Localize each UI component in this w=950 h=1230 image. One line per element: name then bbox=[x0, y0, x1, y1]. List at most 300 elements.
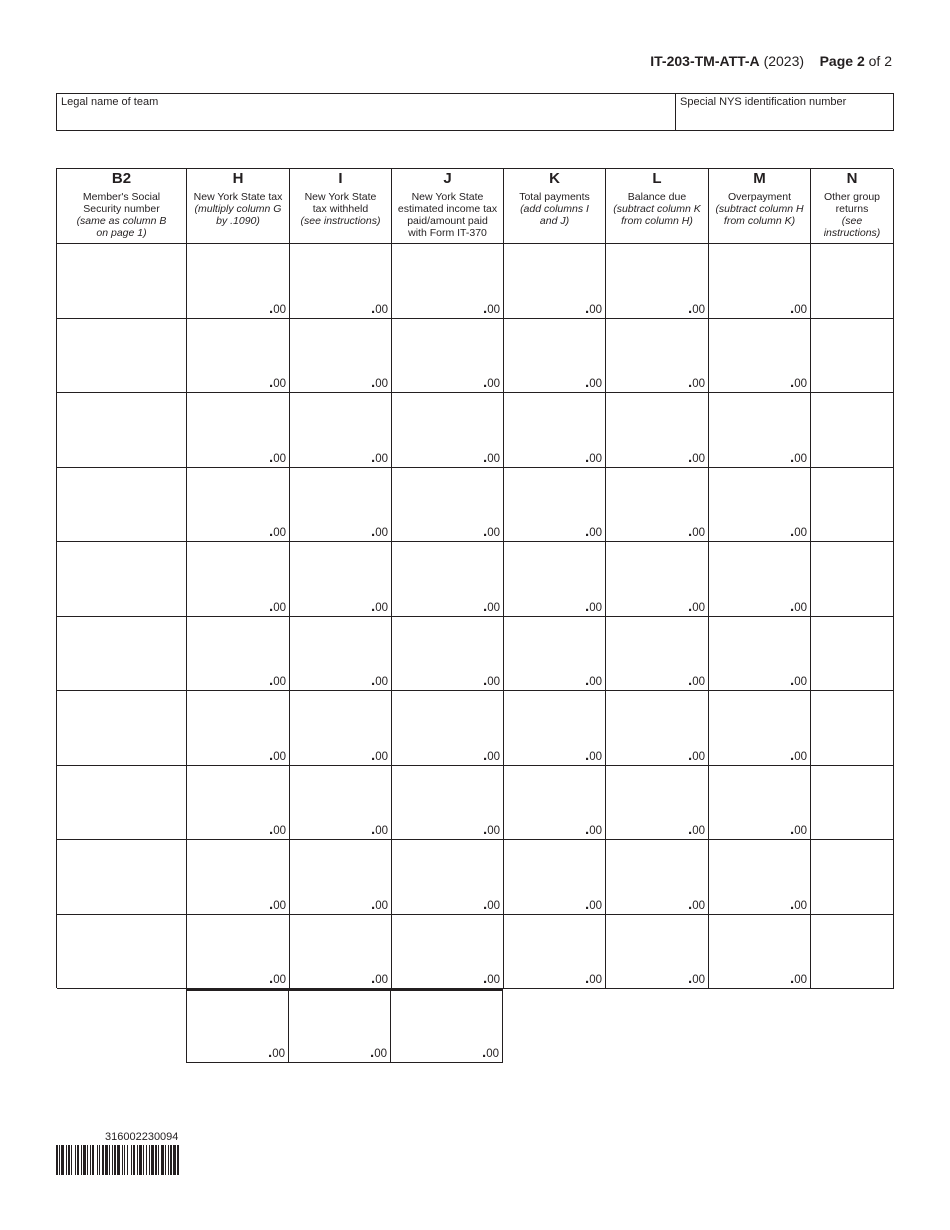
entry-cell-l[interactable] bbox=[606, 840, 709, 915]
entry-cell-h[interactable] bbox=[187, 468, 290, 543]
column-header-b2 bbox=[57, 169, 187, 244]
entry-cell-l[interactable] bbox=[606, 691, 709, 766]
decimal-point: . bbox=[585, 597, 590, 615]
amount-cents bbox=[688, 523, 705, 540]
cents-label: 00 bbox=[273, 303, 286, 316]
amount-cents bbox=[790, 746, 807, 764]
entry-cell-i[interactable] bbox=[290, 393, 392, 468]
decimal-point: . bbox=[269, 895, 274, 913]
cents-label: 00 bbox=[692, 825, 705, 837]
barcode-bar bbox=[131, 1145, 132, 1175]
entry-cell-n[interactable] bbox=[811, 393, 894, 468]
decimal-point: . bbox=[371, 970, 376, 987]
column-header-j bbox=[392, 169, 504, 244]
decimal-point: . bbox=[688, 821, 693, 838]
barcode-bar bbox=[114, 1145, 116, 1175]
decimal-point: . bbox=[483, 374, 488, 391]
decimal-point: . bbox=[371, 299, 376, 317]
column-header-m bbox=[709, 169, 811, 244]
barcode-bar bbox=[97, 1145, 98, 1175]
entry-cell-l[interactable] bbox=[606, 766, 709, 841]
amount-cents bbox=[790, 597, 807, 615]
decimal-point: . bbox=[585, 895, 590, 913]
amount-cents bbox=[790, 523, 807, 540]
amount-cents bbox=[269, 523, 286, 540]
cents-label: 00 bbox=[487, 974, 500, 986]
amount-cents bbox=[370, 1044, 387, 1061]
description-line: Other group bbox=[823, 191, 881, 203]
decimal-point: . bbox=[585, 746, 590, 764]
column-header-l bbox=[606, 169, 709, 244]
amount-cents bbox=[688, 448, 705, 466]
decimal-point: . bbox=[688, 299, 693, 317]
amount-cents bbox=[585, 374, 602, 391]
entry-cell-h[interactable] bbox=[187, 542, 290, 617]
entry-cell-h[interactable] bbox=[187, 244, 290, 319]
column-description bbox=[709, 191, 810, 227]
amount-cents bbox=[688, 374, 705, 391]
cents-label: 00 bbox=[794, 527, 807, 539]
barcode-bar bbox=[83, 1145, 86, 1175]
decimal-point: . bbox=[790, 523, 795, 540]
entry-cell-l[interactable] bbox=[606, 617, 709, 692]
entry-cell-n[interactable] bbox=[811, 542, 894, 617]
amount-cents bbox=[585, 597, 602, 615]
member-table bbox=[56, 168, 893, 988]
amount-cents bbox=[585, 746, 602, 764]
decimal-point: . bbox=[269, 970, 274, 987]
cents-label: 00 bbox=[692, 974, 705, 986]
cents-label: 00 bbox=[794, 974, 807, 986]
cents-label: 00 bbox=[794, 825, 807, 837]
column-letter: H bbox=[232, 170, 244, 187]
amount-cents bbox=[585, 970, 602, 987]
amount-cents bbox=[483, 895, 500, 913]
amount-cents bbox=[483, 374, 500, 391]
cents-label: 00 bbox=[375, 378, 388, 390]
cents-label: 00 bbox=[273, 974, 286, 986]
barcode-bar bbox=[137, 1145, 138, 1175]
form-header bbox=[650, 53, 892, 69]
entry-cell-b2[interactable] bbox=[57, 766, 187, 841]
description-line: tax withheld bbox=[312, 203, 369, 215]
entry-cell-b2[interactable] bbox=[57, 617, 187, 692]
entry-cell-i[interactable] bbox=[290, 319, 392, 394]
column-description bbox=[187, 191, 289, 227]
description-line: Member's Social bbox=[82, 191, 161, 203]
entry-cell-l[interactable] bbox=[606, 468, 709, 543]
description-note: (multiply column G bbox=[194, 203, 282, 215]
barcode-bar bbox=[71, 1145, 72, 1175]
amount-cents bbox=[483, 970, 500, 987]
amount-cents bbox=[483, 299, 500, 317]
cents-label: 00 bbox=[375, 825, 388, 837]
entry-cell-n[interactable] bbox=[811, 840, 894, 915]
decimal-point: . bbox=[483, 523, 488, 540]
entry-cell-j[interactable] bbox=[392, 766, 504, 841]
amount-cents bbox=[268, 1044, 285, 1061]
decimal-point: . bbox=[688, 523, 693, 540]
column-description bbox=[606, 191, 708, 227]
amount-cents bbox=[790, 672, 807, 689]
cents-label: 00 bbox=[589, 750, 602, 763]
cents-label: 00 bbox=[374, 1048, 387, 1060]
entry-cell-j[interactable] bbox=[392, 319, 504, 394]
barcode-bar bbox=[102, 1145, 104, 1175]
entry-cell-j[interactable] bbox=[392, 393, 504, 468]
entry-cell-k[interactable] bbox=[504, 617, 606, 692]
barcode-bar bbox=[68, 1145, 70, 1175]
entry-cell-n[interactable] bbox=[811, 915, 894, 990]
decimal-point: . bbox=[482, 1044, 487, 1061]
amount-cents bbox=[790, 374, 807, 391]
cents-label: 00 bbox=[272, 1048, 285, 1060]
barcode-bar bbox=[92, 1145, 94, 1175]
barcode-bar bbox=[161, 1145, 164, 1175]
decimal-point: . bbox=[790, 672, 795, 689]
barcode-bar bbox=[109, 1145, 110, 1175]
special-id-field[interactable] bbox=[676, 94, 893, 130]
column-description bbox=[392, 191, 503, 239]
amount-cents bbox=[688, 672, 705, 689]
description-note: (subtract column K bbox=[613, 203, 701, 215]
amount-cents bbox=[371, 970, 388, 987]
cents-label: 00 bbox=[375, 974, 388, 986]
decimal-point: . bbox=[269, 746, 274, 764]
barcode-bar bbox=[112, 1145, 113, 1175]
cents-label: 00 bbox=[273, 378, 286, 390]
decimal-point: . bbox=[371, 746, 376, 764]
entry-cell-i[interactable] bbox=[290, 617, 392, 692]
entry-cell-m[interactable] bbox=[709, 393, 811, 468]
decimal-point: . bbox=[585, 448, 590, 466]
cents-label: 00 bbox=[692, 899, 705, 912]
entry-cell-h[interactable] bbox=[187, 691, 290, 766]
decimal-point: . bbox=[790, 970, 795, 987]
barcode-bar bbox=[105, 1145, 108, 1175]
decimal-point: . bbox=[790, 821, 795, 838]
cents-label: 00 bbox=[589, 899, 602, 912]
entry-cell-i[interactable] bbox=[290, 766, 392, 841]
amount-cents bbox=[688, 895, 705, 913]
description-line: Overpayment bbox=[727, 191, 792, 203]
entry-cell-k[interactable] bbox=[504, 840, 606, 915]
barcode-bar bbox=[81, 1145, 82, 1175]
entry-cell-n[interactable] bbox=[811, 766, 894, 841]
description-line: New York State bbox=[304, 191, 377, 203]
amount-cents bbox=[483, 746, 500, 764]
column-header-k bbox=[504, 169, 606, 244]
decimal-point: . bbox=[483, 746, 488, 764]
decimal-point: . bbox=[688, 746, 693, 764]
entry-cell-l[interactable] bbox=[606, 542, 709, 617]
decimal-point: . bbox=[585, 374, 590, 391]
cents-label: 00 bbox=[794, 303, 807, 316]
barcode-bar bbox=[149, 1145, 150, 1175]
amount-cents bbox=[269, 821, 286, 838]
cents-label: 00 bbox=[273, 750, 286, 763]
decimal-point: . bbox=[483, 299, 488, 317]
entry-cell-b2[interactable] bbox=[57, 468, 187, 543]
entry-cell-k[interactable] bbox=[504, 393, 606, 468]
entry-cell-i[interactable] bbox=[290, 468, 392, 543]
barcode-bar bbox=[165, 1145, 166, 1175]
decimal-point: . bbox=[688, 597, 693, 615]
amount-cents bbox=[371, 597, 388, 615]
entry-cell-m[interactable] bbox=[709, 542, 811, 617]
barcode-bar bbox=[75, 1145, 76, 1175]
barcode-bar bbox=[127, 1145, 128, 1175]
barcode-bar bbox=[77, 1145, 79, 1175]
amount-cents bbox=[371, 299, 388, 317]
entry-cell-k[interactable] bbox=[504, 691, 606, 766]
cents-label: 00 bbox=[487, 378, 500, 390]
entry-cell-j[interactable] bbox=[392, 617, 504, 692]
entry-cell-m[interactable] bbox=[709, 766, 811, 841]
amount-cents bbox=[585, 299, 602, 317]
cents-label: 00 bbox=[589, 527, 602, 539]
entry-cell-m[interactable] bbox=[709, 244, 811, 319]
decimal-point: . bbox=[371, 374, 376, 391]
form-id: IT-203-TM-ATT-A bbox=[650, 53, 760, 69]
description-note: (subtract column H bbox=[715, 203, 804, 215]
cents-label: 00 bbox=[794, 750, 807, 763]
barcode-bar bbox=[143, 1145, 144, 1175]
entry-cell-h[interactable] bbox=[187, 766, 290, 841]
amount-cents bbox=[269, 448, 286, 466]
description-note: and J) bbox=[539, 215, 570, 227]
decimal-point: . bbox=[688, 895, 693, 913]
column-letter: B2 bbox=[111, 170, 132, 187]
amount-cents bbox=[585, 821, 602, 838]
description-note: (see instructions) bbox=[300, 215, 381, 227]
entry-cell-j[interactable] bbox=[392, 468, 504, 543]
barcode-bar bbox=[66, 1145, 67, 1175]
entry-cell-j[interactable] bbox=[392, 542, 504, 617]
decimal-point: . bbox=[371, 523, 376, 540]
entry-cell-n[interactable] bbox=[811, 319, 894, 394]
column-description bbox=[504, 191, 605, 227]
entry-cell-i[interactable] bbox=[290, 244, 392, 319]
entry-cell-i[interactable] bbox=[290, 915, 392, 990]
decimal-point: . bbox=[483, 895, 488, 913]
entry-cell-m[interactable] bbox=[709, 840, 811, 915]
decimal-point: . bbox=[585, 523, 590, 540]
entry-cell-m[interactable] bbox=[709, 319, 811, 394]
entry-cell-n[interactable] bbox=[811, 617, 894, 692]
cents-label: 00 bbox=[794, 452, 807, 465]
amount-cents bbox=[790, 970, 807, 987]
cents-label: 00 bbox=[487, 303, 500, 316]
entry-cell-i[interactable] bbox=[290, 691, 392, 766]
amount-cents bbox=[790, 448, 807, 466]
page-number: 2 bbox=[856, 53, 865, 69]
cents-label: 00 bbox=[692, 750, 705, 763]
column-header-n bbox=[811, 169, 894, 244]
amount-cents bbox=[483, 821, 500, 838]
entry-cell-b2[interactable] bbox=[57, 319, 187, 394]
barcode-bar bbox=[158, 1145, 159, 1175]
entry-cell-n[interactable] bbox=[811, 244, 894, 319]
barcode-bar bbox=[151, 1145, 154, 1175]
total-cell-j[interactable] bbox=[391, 988, 503, 1063]
entry-cell-h[interactable] bbox=[187, 617, 290, 692]
entry-cell-j[interactable] bbox=[392, 691, 504, 766]
amount-cents bbox=[269, 299, 286, 317]
decimal-point: . bbox=[269, 448, 274, 466]
amount-cents bbox=[585, 448, 602, 466]
page-word: Page bbox=[819, 53, 854, 69]
entry-cell-m[interactable] bbox=[709, 468, 811, 543]
amount-cents bbox=[371, 746, 388, 764]
amount-cents bbox=[371, 523, 388, 540]
cents-label: 00 bbox=[487, 899, 500, 912]
entry-cell-h[interactable] bbox=[187, 915, 290, 990]
entry-cell-j[interactable] bbox=[392, 915, 504, 990]
cents-label: 00 bbox=[589, 452, 602, 465]
entry-cell-m[interactable] bbox=[709, 617, 811, 692]
barcode-bar bbox=[117, 1145, 120, 1175]
cents-label: 00 bbox=[273, 899, 286, 912]
entry-cell-b2[interactable] bbox=[57, 691, 187, 766]
amount-cents bbox=[269, 895, 286, 913]
cents-label: 00 bbox=[486, 1048, 499, 1060]
legal-name-field[interactable] bbox=[57, 94, 676, 130]
decimal-point: . bbox=[269, 523, 274, 540]
entry-cell-n[interactable] bbox=[811, 691, 894, 766]
cents-label: 00 bbox=[589, 378, 602, 390]
decimal-point: . bbox=[371, 597, 376, 615]
cents-label: 00 bbox=[692, 527, 705, 539]
description-note: on page 1) bbox=[96, 227, 147, 239]
decimal-point: . bbox=[269, 299, 274, 317]
cents-label: 00 bbox=[375, 899, 388, 912]
form-year: (2023) bbox=[763, 53, 805, 69]
entry-cell-k[interactable] bbox=[504, 542, 606, 617]
description-line: with Form IT-370 bbox=[408, 227, 487, 239]
entry-cell-b2[interactable] bbox=[57, 393, 187, 468]
column-header-i bbox=[290, 169, 392, 244]
cents-label: 00 bbox=[589, 303, 602, 316]
amount-cents bbox=[688, 746, 705, 764]
decimal-point: . bbox=[269, 597, 274, 615]
column-letter: N bbox=[846, 170, 858, 187]
entry-cell-b2[interactable] bbox=[57, 840, 187, 915]
entry-cell-i[interactable] bbox=[290, 840, 392, 915]
amount-cents bbox=[790, 821, 807, 838]
cents-label: 00 bbox=[692, 601, 705, 614]
cents-label: 00 bbox=[273, 601, 286, 614]
description-line: returns bbox=[835, 203, 869, 215]
decimal-point: . bbox=[688, 672, 693, 689]
cents-label: 00 bbox=[375, 452, 388, 465]
column-letter: I bbox=[338, 170, 343, 187]
entry-cell-m[interactable] bbox=[709, 691, 811, 766]
total-cell-h[interactable] bbox=[186, 988, 289, 1063]
entry-cell-n[interactable] bbox=[811, 468, 894, 543]
entry-cell-b2[interactable] bbox=[57, 915, 187, 990]
amount-cents bbox=[483, 448, 500, 466]
decimal-point: . bbox=[790, 597, 795, 615]
decimal-point: . bbox=[585, 821, 590, 838]
entry-cell-m[interactable] bbox=[709, 915, 811, 990]
entry-cell-i[interactable] bbox=[290, 542, 392, 617]
cents-label: 00 bbox=[487, 527, 500, 539]
decimal-point: . bbox=[688, 970, 693, 987]
cents-label: 00 bbox=[487, 825, 500, 837]
entry-cell-b2[interactable] bbox=[57, 542, 187, 617]
decimal-point: . bbox=[371, 672, 376, 689]
amount-cents bbox=[269, 970, 286, 987]
entry-cell-l[interactable] bbox=[606, 393, 709, 468]
entry-cell-k[interactable] bbox=[504, 319, 606, 394]
amount-cents bbox=[371, 821, 388, 838]
description-line: New York State tax bbox=[193, 191, 283, 203]
description-note: from column H) bbox=[621, 215, 693, 227]
entry-cell-h[interactable] bbox=[187, 393, 290, 468]
description-line: Balance due bbox=[627, 191, 687, 203]
cents-label: 00 bbox=[692, 676, 705, 688]
entry-cell-l[interactable] bbox=[606, 319, 709, 394]
total-cell-i[interactable] bbox=[289, 988, 391, 1063]
cents-label: 00 bbox=[273, 452, 286, 465]
decimal-point: . bbox=[585, 672, 590, 689]
column-description bbox=[57, 191, 186, 239]
description-line: Total payments bbox=[519, 191, 590, 203]
entry-cell-j[interactable] bbox=[392, 840, 504, 915]
cents-label: 00 bbox=[692, 452, 705, 465]
entry-cell-k[interactable] bbox=[504, 244, 606, 319]
team-info-box bbox=[56, 93, 894, 131]
decimal-point: . bbox=[483, 597, 488, 615]
amount-cents bbox=[585, 895, 602, 913]
entry-cell-b2[interactable] bbox=[57, 244, 187, 319]
entry-cell-k[interactable] bbox=[504, 468, 606, 543]
decimal-point: . bbox=[483, 448, 488, 466]
cents-label: 00 bbox=[692, 378, 705, 390]
amount-cents bbox=[483, 523, 500, 540]
description-note: from column K) bbox=[723, 215, 796, 227]
amount-cents bbox=[585, 523, 602, 540]
entry-cell-l[interactable] bbox=[606, 244, 709, 319]
cents-label: 00 bbox=[794, 601, 807, 614]
description-note: (see instructions) bbox=[823, 215, 881, 239]
entry-cell-h[interactable] bbox=[187, 840, 290, 915]
entry-cell-k[interactable] bbox=[504, 915, 606, 990]
amount-cents bbox=[688, 821, 705, 838]
decimal-point: . bbox=[371, 895, 376, 913]
entry-cell-l[interactable] bbox=[606, 915, 709, 990]
decimal-point: . bbox=[790, 374, 795, 391]
decimal-point: . bbox=[790, 448, 795, 466]
special-id-label: Special NYS identification number bbox=[680, 96, 847, 108]
cents-label: 00 bbox=[375, 303, 388, 316]
decimal-point: . bbox=[585, 299, 590, 317]
entry-cell-k[interactable] bbox=[504, 766, 606, 841]
amount-cents bbox=[371, 895, 388, 913]
entry-cell-h[interactable] bbox=[187, 319, 290, 394]
description-note: (add columns I bbox=[520, 203, 589, 215]
barcode-bar bbox=[155, 1145, 157, 1175]
barcode-bar bbox=[61, 1145, 64, 1175]
cents-label: 00 bbox=[375, 527, 388, 539]
barcode-bar bbox=[146, 1145, 147, 1175]
description-line: New York State bbox=[411, 191, 484, 203]
description-line: estimated income tax bbox=[397, 203, 498, 215]
amount-cents bbox=[483, 597, 500, 615]
description-note: (same as column B bbox=[76, 215, 167, 227]
entry-cell-j[interactable] bbox=[392, 244, 504, 319]
